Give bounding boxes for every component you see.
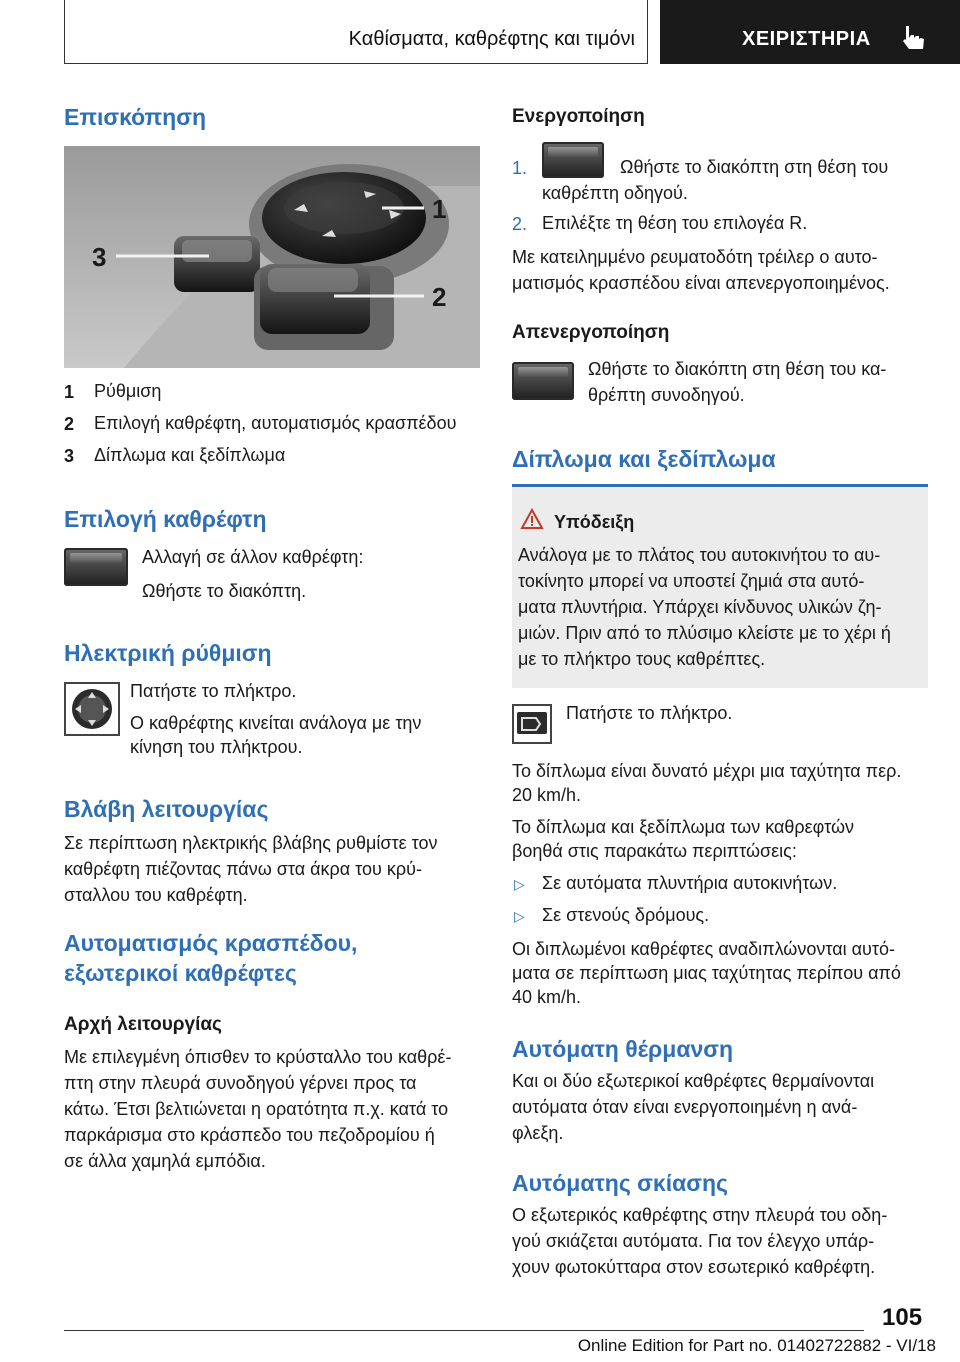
curb-title-line-2: εξωτερικοί καθρέφτες — [64, 960, 297, 986]
page-number: 105 — [882, 1304, 923, 1331]
curb-title-line-1: Αυτοματισμός κρασπέδου, — [64, 930, 358, 956]
principle-title: Αρχή λειτουργίας — [64, 1014, 222, 1035]
deact-line-a: Ωθήστε το διακόπτη στη θέση του κα- — [588, 359, 887, 379]
principle-line-2: πτη στην πλευρά συνοδηγού γέρνει προς τα — [64, 1073, 417, 1093]
bullet-arrow-icon: ▷ — [514, 908, 525, 924]
overview-title: Επισκόπηση — [64, 104, 206, 130]
press-key-text: Πατήστε το πλήκτρο. — [566, 703, 733, 723]
step-1-line-a: Ωθήστε το διακόπτη στη θέση του — [620, 157, 889, 177]
unfold-line-b: ματα σε περίπτωση μιας ταχύτητας περίπου από — [512, 963, 901, 983]
legend-num-1: 1 — [64, 382, 75, 402]
note-line-4: μιών. Πριν από το πλύσιμο κλείστε με το χέρι ή — [518, 623, 891, 643]
note-top-rule — [512, 484, 928, 487]
section-title: Καθίσματα, καθρέφτης και τιμόνι — [348, 28, 635, 50]
heat-line-b: αυτόματα όταν είναι ενεργοποιημένη η ανά- — [512, 1097, 858, 1117]
principle-line-1: Με επιλεγμένη όπισθεν το κρύσταλλο του καθρέ- — [64, 1047, 452, 1067]
electric-line-2b: κίνηση του πλήκτρου. — [130, 737, 303, 757]
electric-line-1: Πατήστε το πλήκτρο. — [130, 681, 297, 701]
useful-line-b: βοηθά στις παρακάτω περιπτώσεις: — [512, 841, 797, 861]
warning-triangle-icon — [520, 508, 544, 530]
header-manual-box — [660, 0, 960, 64]
step-1-num: 1. — [512, 158, 528, 178]
heat-line-a: Και οι δύο εξωτερικοί καθρέφτες θερμαίνονται — [512, 1071, 875, 1091]
select-line-2: Ωθήστε το διακόπτη. — [142, 581, 307, 601]
legend-text-3: Δίπλωμα και ξεδίπλωμα — [94, 445, 286, 465]
bullet-2: Σε στενούς δρόμους. — [542, 905, 710, 925]
electric-line-2a: Ο καθρέφτης κινείται ανάλογα με την — [130, 713, 422, 733]
note-line-1: Ανάλογα με το πλάτος του αυτοκινήτου το αυ- — [518, 545, 881, 565]
legend-text-1: Ρύθμιση — [94, 381, 162, 401]
fold-speed-line-a: Το δίπλωμα είναι δυνατό μέχρι μια ταχύτητα περ. — [512, 761, 902, 781]
select-mirror-title: Επιλογή καθρέφτη — [64, 506, 267, 532]
callout-1: 1 — [432, 194, 447, 224]
bullet-1: Σε αυτόματα πλυντήρια αυτοκινήτων. — [542, 873, 838, 893]
deactivation-title: Απενεργοποίηση — [512, 322, 670, 343]
note-line-3: ματα πλυντήρια. Υπάρχει κίνδυνος υλικών ζη- — [518, 597, 882, 617]
mirror-select-switch-image — [64, 548, 128, 586]
deact-line-b: θρέπτη συνοδηγού. — [588, 385, 745, 405]
dimming-title: Αυτόματης σκίασης — [512, 1170, 729, 1196]
step-2-text: Επιλέξτε τη θέση του επιλογέα R. — [542, 213, 808, 233]
note-line-5: με το πλήκτρο τους καθρέπτες. — [518, 649, 766, 669]
select-line-1: Αλλαγή σε άλλον καθρέφτη: — [142, 547, 364, 567]
driver-mirror-switch-image — [542, 142, 604, 178]
dim-line-c: χουν φωτοκύτταρα στον εσωτερικό καθρέφτη. — [512, 1257, 876, 1277]
bullet-arrow-icon: ▷ — [514, 876, 525, 892]
legend-text-2: Επιλογή καθρέφτη, αυτοματισμός κρασπέδου — [94, 413, 457, 433]
step-1-line-b: καθρέπτη οδηγού. — [542, 183, 688, 203]
heating-title: Αυτόματη θέρμανση — [512, 1036, 734, 1062]
callout-2: 2 — [432, 282, 447, 312]
step-2-num: 2. — [512, 214, 528, 234]
legend-num-2: 2 — [64, 414, 75, 434]
footer-edition: Online Edition for Part no. 01402722882 - VI/18 — [577, 1336, 936, 1355]
note-title: Υπόδειξη — [554, 512, 635, 532]
useful-line-a: Το δίπλωμα και ξεδίπλωμα των καθρεφτών — [512, 817, 854, 837]
fault-line-1: Σε περίπτωση ηλεκτρικής βλάβης ρυθμίστε τον — [64, 833, 438, 853]
heat-line-c: φλεξη. — [512, 1123, 564, 1143]
footer-rule — [64, 1330, 864, 1331]
activation-title: Ενεργοποίηση — [512, 106, 645, 127]
passenger-mirror-switch-image — [512, 362, 574, 400]
fault-line-3: σταλλου του καθρέφτη. — [64, 885, 248, 905]
fold-key-icon — [512, 704, 552, 744]
fault-title: Βλάβη λειτουργίας — [64, 796, 269, 822]
warning-note-box — [512, 484, 928, 688]
callout-3: 3 — [92, 242, 107, 272]
mirror-switch-figure — [64, 146, 480, 368]
principle-line-5: σε άλλα χαμηλά εμπόδια. — [64, 1151, 266, 1171]
header-section-box — [64, 0, 648, 64]
trailer-line-a: Με κατειλημμένο ρευματοδότη τρέιλερ ο αυτο- — [512, 247, 878, 267]
fold-speed-line-b: 20 km/h. — [512, 785, 582, 805]
electric-adjust-title: Ηλεκτρική ρύθμιση — [64, 640, 272, 666]
note-line-2: τοκίνητο μπορεί να υποστεί ζημιά στα αυτό- — [518, 571, 865, 591]
fault-line-2: καθρέφτη πιέζοντας πάνω στα άκρα του κρύ- — [64, 859, 422, 879]
principle-line-4: παρκάρισμα στο κράσπεδο του πεζοδρομίου ή — [64, 1125, 435, 1145]
hand-pointer-icon — [900, 24, 926, 52]
dim-line-a: Ο εξωτερικός καθρέφτης στην πλευρά του οδη- — [512, 1205, 888, 1225]
dim-line-b: γού σκιάζεται αυτόματα. Για τον έλεγχο υπάρ- — [512, 1231, 875, 1251]
adjust-pad-icon — [64, 682, 120, 736]
unfold-line-a: Οι διπλωμένοι καθρέφτες αναδιπλώνονται αυτό- — [512, 939, 895, 959]
manual-label: ΧΕΙΡΙΣΤΗΡΙΑ — [742, 28, 871, 50]
trailer-line-b: ματισμός κρασπέδου είναι απενεργοποιημένος. — [512, 273, 890, 293]
principle-line-3: κάτω. Έτσι βελτιώνεται η ορατότητα π.χ. κατά το — [64, 1099, 449, 1119]
fold-title: Δίπλωμα και ξεδίπλωμα — [512, 446, 776, 472]
unfold-line-c: 40 km/h. — [512, 987, 582, 1007]
legend-num-3: 3 — [64, 446, 75, 466]
